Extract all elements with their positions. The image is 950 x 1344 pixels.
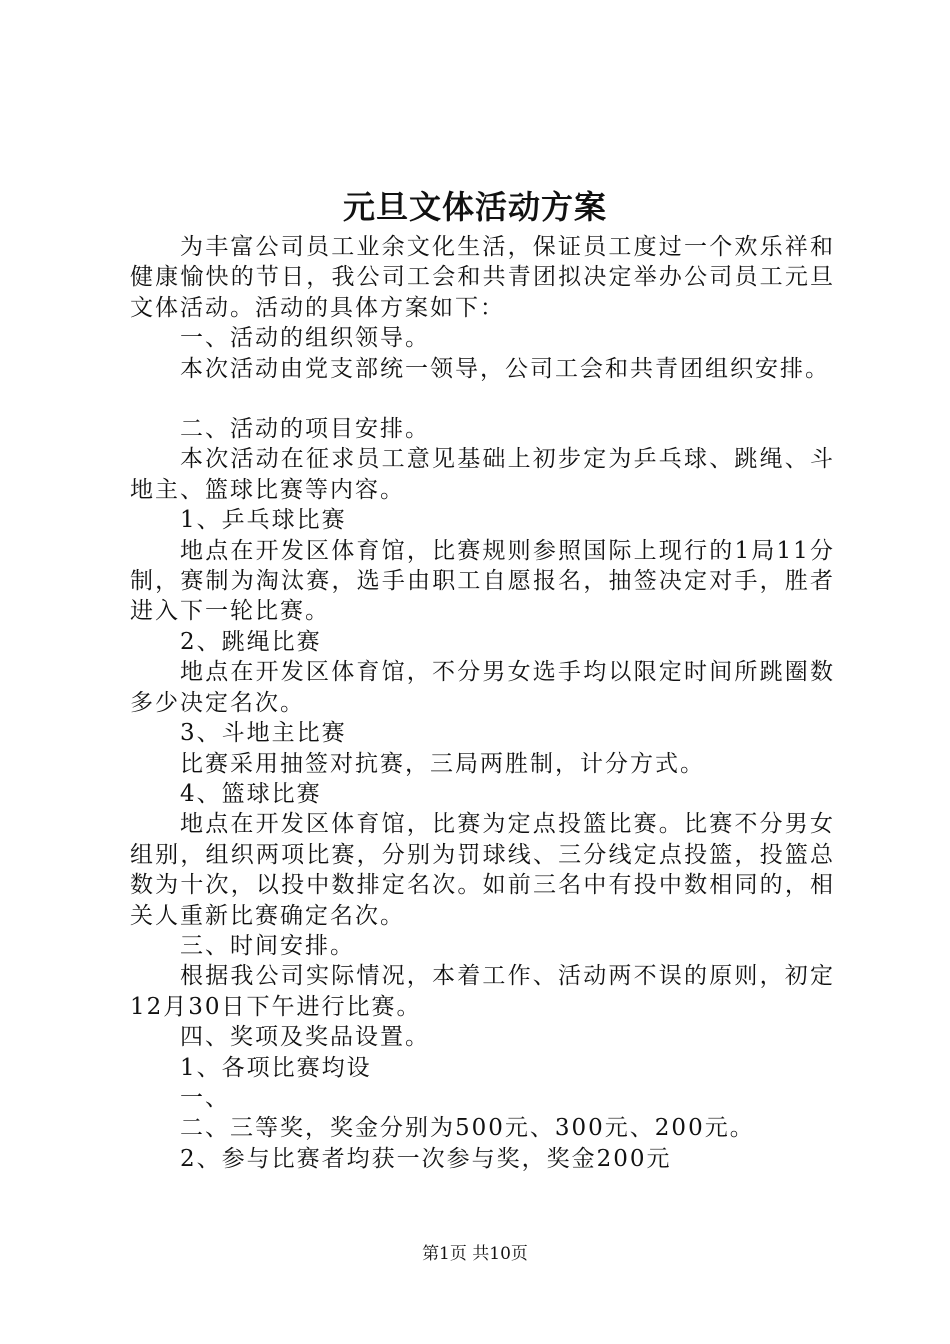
heading-awards: 四、奖项及奖品设置。: [180, 1024, 430, 1051]
document-body: [130, 232, 835, 1174]
paragraph-organization: 本次活动由党支部统一领导，公司工会和共青团组织安排。: [180, 355, 830, 382]
heading-rope-skipping: 2、跳绳比赛: [180, 628, 322, 655]
paragraph-awards-4: 2、参与比赛者均获一次参与奖，奖金200元: [180, 1145, 672, 1172]
heading-card-game: 3、斗地主比赛: [180, 720, 347, 747]
heading-organization: 一、活动的组织领导。: [180, 325, 430, 352]
paragraph-table-tennis: 地点在开发区体育馆，比赛规则参照国际上现行的1局11分制，赛制为淘汰赛，选手由职工自愿报名，抽签决定对手，胜者进入下一轮比赛。: [130, 537, 835, 625]
heading-schedule: 三、时间安排。: [180, 932, 355, 959]
heading-table-tennis: 1、乒乓球比赛: [180, 507, 347, 534]
paragraph-awards-1: 1、各项比赛均设: [180, 1054, 372, 1081]
page-footer: 第1页 共10页: [422, 1244, 528, 1264]
heading-projects: 二、活动的项目安排。: [180, 416, 430, 443]
paragraph-card-game: 比赛采用抽签对抗赛，三局两胜制，计分方式。: [180, 750, 705, 777]
paragraph-awards-3: 二、三等奖，奖金分别为500元、300元、200元。: [180, 1115, 755, 1142]
paragraph-projects: 本次活动在征求员工意见基础上初步定为乒乓球、跳绳、斗地主、篮球比赛等内容。: [130, 446, 835, 503]
heading-basketball: 4、篮球比赛: [180, 780, 322, 807]
paragraph-schedule: 根据我公司实际情况，本着工作、活动两不误的原则，初定12月30日下午进行比赛。: [130, 963, 835, 1020]
paragraph-basketball: 地点在开发区体育馆，比赛为定点投篮比赛。比赛不分男女组别，组织两项比赛，分别为罚球线、三分线定点投篮，投篮总数为十次，以投中数排定名次。如前三名中有投中数相同的，相关人重新比赛确定名次。: [130, 811, 835, 929]
document-title: 元旦文体活动方案: [342, 188, 607, 226]
paragraph-intro: 为丰富公司员工业余文化生活，保证员工度过一个欢乐祥和健康愉快的节日，我公司工会和共青团拟决定举办公司员工元旦文体活动。活动的具体方案如下：: [130, 234, 835, 321]
paragraph-awards-2: 一、: [180, 1084, 230, 1111]
paragraph-rope-skipping: 地点在开发区体育馆，不分男女选手均以限定时间所跳圈数多少决定名次。: [130, 659, 835, 716]
